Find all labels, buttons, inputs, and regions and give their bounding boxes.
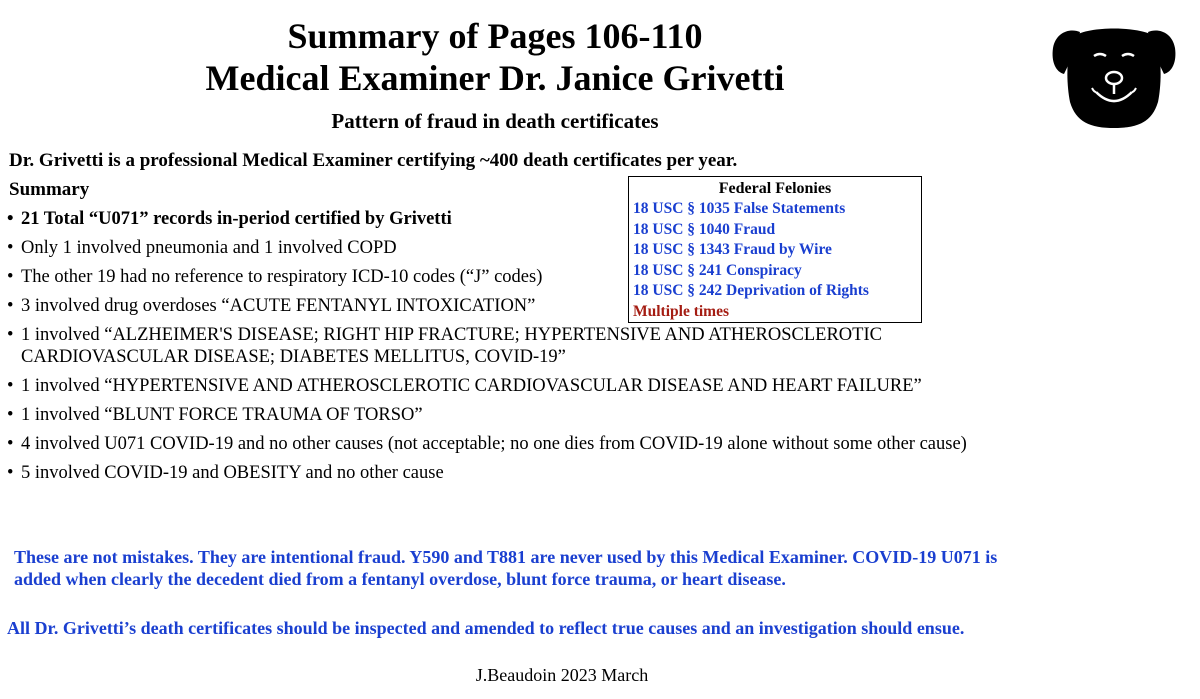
felony-item: 18 USC § 1343 Fraud by Wire: [633, 241, 832, 258]
felony-item: 18 USC § 241 Conspiracy: [633, 261, 802, 279]
felonies-note: Multiple times: [633, 302, 729, 320]
conclusion-paragraph-2: All Dr. Grivetti’s death certificates should be inspected and amended to reflect true causes and an investigation should ensue.: [7, 618, 965, 638]
felony-item: 18 USC § 242 Deprivation of Rights: [633, 282, 869, 299]
list-item: • Only 1 involved pneumonia and 1 involved COPD: [7, 237, 997, 259]
list-item: • The other 19 had no reference to respiratory ICD-10 codes (“J” codes): [7, 266, 997, 288]
list-item: • 1 involved “HYPERTENSIVE AND ATHEROSCLEROTIC CARDIOVASCULAR DISEASE AND HEART FAILURE”: [7, 375, 997, 397]
dog-face-icon: [1050, 22, 1178, 130]
list-item: • 21 Total “U071” records in-period certified by Grivetti: [7, 208, 997, 230]
intro-text: Dr. Grivetti is a professional Medical Examiner certifying ~400 death certificates per year.: [9, 150, 738, 171]
list-item: • 5 involved COVID-19 and OBESITY and no other cause: [7, 462, 997, 484]
signature: J.Beaudoin 2023 March: [475, 665, 649, 685]
list-item: • 1 involved “ALZHEIMER'S DISEASE; RIGHT HIP FRACTURE; HYPERTENSIVE AND ATHEROSCLEROTIC CARDIOVASCULAR DISEASE; DIABETES MELLITUS, COVID-19”: [7, 324, 997, 368]
list-item: • 1 involved “BLUNT FORCE TRAUMA OF TORSO”: [7, 404, 997, 426]
felony-item: 18 USC § 1040 Fraud: [633, 220, 776, 238]
list-item: • 4 involved U071 COVID-19 and no other causes (not acceptable; no one dies from COVID-19 alone without some other cause): [7, 433, 997, 455]
conclusion-paragraph-1: These are not mistakes. They are intentional fraud. Y590 and T881 are never used by this Medical Examiner. COVID-19 U071 is added when clearly the decedent died from a fentanyl overdose, blunt force trauma, or heart disease.: [14, 547, 998, 589]
page-title-line2: Medical Examiner Dr. Janice Grivetti: [205, 58, 785, 98]
felonies-title: Federal Felonies: [718, 180, 832, 197]
summary-label: Summary: [9, 179, 90, 200]
federal-felonies-box: [628, 176, 922, 323]
page-title-line1: Summary of Pages 106-110: [287, 16, 703, 56]
list-item: • 3 involved drug overdoses “ACUTE FENTANYL INTOXICATION”: [7, 295, 997, 317]
page-subtitle: Pattern of fraud in death certificates: [331, 109, 659, 133]
felony-item: 18 USC § 1035 False Statements: [633, 200, 846, 217]
